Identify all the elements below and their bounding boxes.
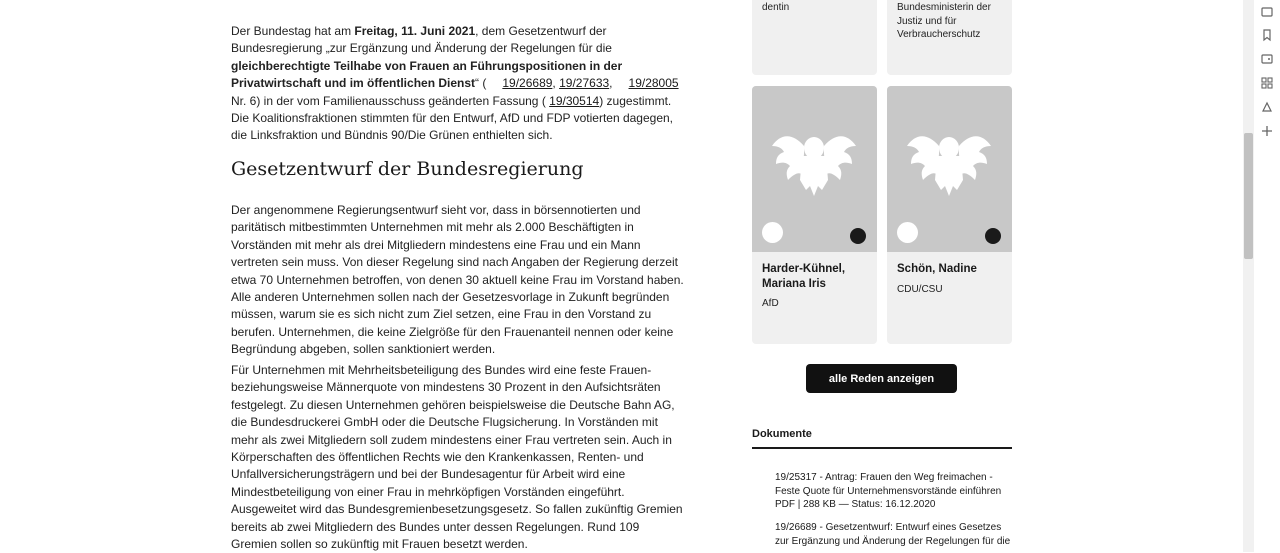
scrollbar-track[interactable] <box>1243 0 1254 552</box>
document-item[interactable] <box>775 471 1015 512</box>
bundestag-eagle-icon <box>907 124 991 198</box>
document-title[interactable]: 19/26689 - Gesetzentwurf: Entwurf eines Gesetzes zur Ergänzung und Änderung der Regelungen für die <box>775 522 1011 547</box>
bundestag-eagle-icon <box>772 124 856 198</box>
browser-sidebar-icon[interactable] <box>1260 5 1274 19</box>
bookmark-icon[interactable] <box>1260 28 1274 42</box>
law-title: gleichberechtigte Teilhabe von Frauen an Führungspositionen in der Privatwirtschaft und im öffentlichen Dienst <box>231 58 623 91</box>
speaker-placeholder-dot <box>762 222 783 243</box>
speaker-card-partial[interactable] <box>887 0 1012 75</box>
speaker-party: AfD <box>762 298 779 309</box>
intro-date: Freitag, 11. Juni 2021 <box>354 24 476 38</box>
collections-icon[interactable] <box>1260 76 1274 90</box>
document-title[interactable]: 19/25317 - Antrag: Frauen den Weg freimachen - Feste Quote für Unternehmensvorstände einführen <box>775 472 1002 497</box>
intro-text: , <box>609 76 613 91</box>
copilot-icon[interactable] <box>1260 100 1274 114</box>
intro-text: Nr. 6) in der vom Familienausschuss geänderten Fassung ( <box>231 93 546 108</box>
speaker-role: Bundesministerin der Justiz und für Verbraucherschutz <box>897 2 991 40</box>
documents-title: Dokumente <box>752 428 812 440</box>
speaker-role: dentin <box>762 2 790 13</box>
intro-text: ) zugestimmt. Die Koalitionsfraktionen stimmten für den Entwurf, AfD und FDP votierten dagegen, die Linksfraktion und Bündnis 90/Die Grünen enthielten sich. <box>231 93 674 143</box>
intro-text: , <box>552 76 556 91</box>
document-meta: PDF | 288 KB — Status: 16.12.2020 <box>775 499 936 510</box>
intro-paragraph <box>231 23 687 145</box>
doc-link-19-27633[interactable]: 19/27633 <box>559 76 610 91</box>
body-paragraph-1: Der angenommene Regierungsentwurf sieht vor, dass in börsennotierten und paritätisch mitbestimmten Unternehmen mit mehr als 2.000 Beschäftigten in Vorständen mit mehr als drei Mitgliedern mindestens eine Frau und ein Mann vertreten sein muss. Von dieser Regelung sind nach Angaben der Regierung derzeit etwa 70 Unternehmen betroffen, von denen 30 aktuell keine Frau im Vorstand haben. Alle anderen Unternehmen sollen nach der Gesetzesvorlage in Zukunft begründen müssen, warum sie es sich nicht zum Ziel setzen, eine Frau in den Vorstand zu berufen. Unternehmen, die keine Zielgröße für den Frauenanteil nennen oder keine Begründung abgeben, sollen sanktioniert werden. <box>231 203 684 357</box>
speaker-image-placeholder <box>887 86 1012 252</box>
add-icon[interactable] <box>1260 124 1274 138</box>
all-speeches-button[interactable]: alle Reden anzeigen <box>806 364 957 393</box>
speaker-name: Schön, Nadine <box>897 263 977 275</box>
intro-text: “ ( <box>475 76 487 91</box>
speaker-placeholder-dot <box>985 228 1001 244</box>
wallet-icon[interactable] <box>1260 52 1274 66</box>
intro-text: , dem Gesetzentwurf der Bundesregierung „zur Ergänzung und Änderung der Regelungen für die <box>231 24 612 56</box>
speaker-image-placeholder <box>752 86 877 252</box>
speaker-card[interactable] <box>887 86 1012 344</box>
speaker-card-partial[interactable] <box>752 0 877 75</box>
section-heading: Gesetzentwurf der Bundesregierung <box>231 158 584 180</box>
speaker-party: CDU/CSU <box>897 284 943 295</box>
documents-divider <box>752 447 1012 449</box>
intro-text: Der Bundestag hat am <box>231 24 355 38</box>
body-paragraph-2: Für Unternehmen mit Mehrheitsbeteiligung des Bundes wird eine feste Frauen- beziehungsweise Männerquote von mindestens 30 Prozent in den Aufsichtsräten festgelegt. Zu diesen Unternehmen gehören beispielsweise die Deutsche Bahn AG, die Bundesdruckerei GmbH oder die Deutsche Flugsicherung. In Vorständen mit mehr als zwei Mitgliedern soll zudem mindestens einer Frau vertreten sein. Auch in Körperschaften des öffentlichen Rechts wie den Krankenkassen, Renten- und Unfallversicherungsträgern und bei der Bundesagentur für Arbeit wird eine Mindestbeteiligung von einer Frau in mehrköpfigen Vorständen eingeführt. Ausgeweitet wird das Bundesgremienbesetzungsgesetz. So fallen zukünftig Gremien bereits ab zwei Mitgliedern des Bundes unter dessen Regelungen. Rund 109 Gremien sollen so zukünftig mit Frauen besetzt werden. <box>231 363 683 552</box>
speaker-placeholder-dot <box>850 228 866 244</box>
doc-link-19-30514[interactable]: 19/30514 <box>549 93 600 108</box>
doc-link-19-28005[interactable]: 19/28005 <box>628 76 679 91</box>
doc-link-19-26689[interactable]: 19/26689 <box>502 76 553 91</box>
speaker-card[interactable] <box>752 86 877 344</box>
speaker-name: Harder-Kühnel, Mariana Iris <box>762 263 846 290</box>
speaker-placeholder-dot <box>897 222 918 243</box>
document-item[interactable] <box>775 521 1015 548</box>
scrollbar-thumb[interactable] <box>1244 133 1253 259</box>
